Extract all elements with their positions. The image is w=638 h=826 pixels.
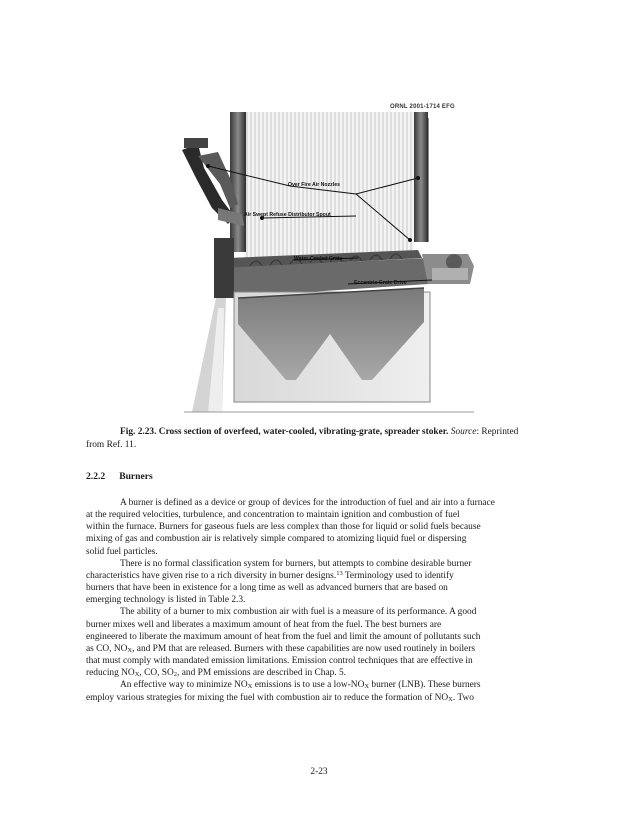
paragraph-2-line-1: There is no formal classification system for burners, but attempts to combine desirable burner	[120, 558, 472, 569]
paragraph-3-line-1: The ability of a burner to mix combustion air with fuel is a measure of its performance. A good	[120, 607, 477, 618]
paragraph-2-line-3: burners that have been in existence for a long time as well as advanced burners that are based on	[86, 583, 448, 594]
paragraph-2-line-4: emerging technology is listed in Table 2.3.	[86, 595, 246, 606]
paragraph-1-line-3: within the furnace. Burners for gaseous fuels are less complex than those for liquid or solid fuels because	[86, 522, 481, 533]
right-furnace-wall	[414, 112, 428, 242]
paragraph-2-line-2: characteristics have given rise to a rich diversity in burner designs.$^{13}$ Terminology used to identify	[86, 569, 454, 581]
body-text	[86, 497, 556, 704]
stoker-cross-section-figure	[178, 108, 478, 416]
caption-title: Fig. 2.23. Cross section of overfeed, water-cooled, vibrating-grate, spreader stoker.	[120, 427, 449, 437]
page-number: 2-23	[310, 767, 328, 777]
paragraph-3-line-2: burner mixes well and liberates a maximum amount of heat from the fuel. The best burners are	[86, 619, 442, 630]
section-title: Burners	[119, 471, 153, 482]
caption-source-rest: : Reprinted	[476, 427, 519, 437]
paragraph-4-line-2: employ various strategies for mixing the fuel with combustion air to reduce the formation of $NO_X$. Two	[86, 692, 474, 703]
paragraph-1-line-1: A burner is defined as a device or group of devices for the introduction of fuel and air into a furnace	[120, 498, 495, 508]
paragraph-3-line-6: reducing $NO_X$, CO, $SO_2$, and PM emissions are described in Chap. 5.	[86, 668, 347, 679]
paragraph-1-line-4: mixing of gas and combustion air is relatively simple compared to atomizing liquid fuel or dispersing	[86, 534, 467, 545]
paragraph-3-line-4: as CO, $NO_X$, and PM that are released. Burners with these capabilities are now used routinely in boilers	[86, 643, 475, 654]
figure-caption	[86, 426, 556, 452]
label-water-cooled-grate: Water-Cooled Grate	[294, 256, 343, 262]
label-over-fire-air-nozzles: Over Fire Air Nozzles	[288, 182, 340, 188]
paragraph-1-line-2: at the required velocities, turbulence, and concentration to maintain ignition and combustion of fuel	[86, 510, 460, 521]
paragraph-3-line-5: that must comply with mandated emission limitations. Emission control techniques that are effective in	[86, 656, 473, 667]
caption-source-label: Source	[450, 427, 477, 437]
section-heading	[86, 471, 153, 482]
section-number: 2.2.2	[86, 471, 106, 482]
reference-superscript: 13	[336, 569, 343, 577]
figure-id-tag: ORNL 2001-1714 EFG	[390, 104, 455, 110]
paragraph-1-line-5: solid fuel particles.	[86, 546, 158, 557]
label-air-swept-refuse-distributor-spout: Air Swept Refuse Distributor Spout	[244, 212, 331, 218]
paragraph-3-line-3: engineered to liberate the maximum amount of heat from the fuel and limit the amount of pollutants such	[86, 631, 481, 642]
caption-line-2: from Ref. 11.	[86, 440, 137, 450]
left-furnace-wall	[230, 112, 246, 252]
label-eccentric-grate-drive: Eccentric Grate Drive	[354, 280, 407, 286]
paragraph-4-line-1: An effective way to minimize $NO_X$ emissions is to use a low-$NO_X$ burner (LNB). These burners	[120, 680, 481, 691]
